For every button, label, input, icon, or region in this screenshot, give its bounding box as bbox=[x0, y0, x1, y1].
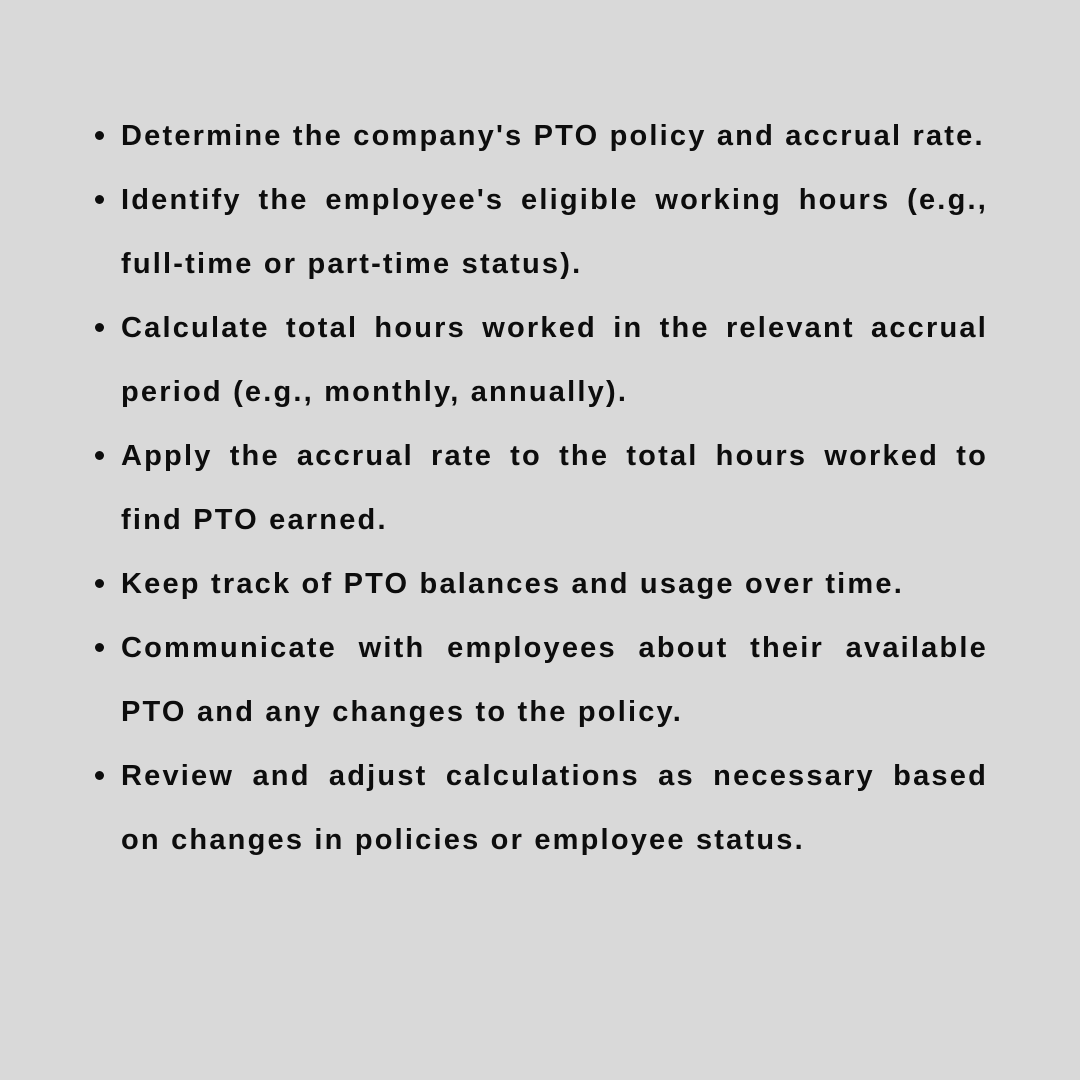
list-item bbox=[121, 424, 988, 552]
list-item-text: Communicate with employees about their available PTO and any changes to the policy. bbox=[121, 632, 988, 728]
bullet-icon bbox=[95, 195, 104, 204]
list-item bbox=[121, 296, 988, 424]
bullet-icon bbox=[95, 451, 104, 460]
bullet-icon bbox=[95, 579, 104, 588]
list-item bbox=[121, 552, 988, 616]
list-item bbox=[121, 104, 988, 168]
list-item-text: Determine the company's PTO policy and accrual rate. bbox=[121, 120, 985, 152]
pto-steps-list bbox=[121, 104, 988, 872]
list-item-text: Review and adjust calculations as necessary based on changes in policies or employee status. bbox=[121, 760, 988, 856]
bullet-icon bbox=[95, 771, 104, 780]
list-item-text: Calculate total hours worked in the relevant accrual period (e.g., monthly, annually). bbox=[121, 312, 988, 408]
bullet-icon bbox=[95, 323, 104, 332]
list-item-text: Apply the accrual rate to the total hours worked to find PTO earned. bbox=[121, 440, 988, 536]
bullet-icon bbox=[95, 131, 104, 140]
list-item-text: Identify the employee's eligible working hours (e.g., full-time or part-time status). bbox=[121, 184, 988, 280]
list-item bbox=[121, 616, 988, 744]
bullet-icon bbox=[95, 643, 104, 652]
list-item-text: Keep track of PTO balances and usage over time. bbox=[121, 568, 905, 600]
list-item bbox=[121, 744, 988, 872]
list-item bbox=[121, 168, 988, 296]
